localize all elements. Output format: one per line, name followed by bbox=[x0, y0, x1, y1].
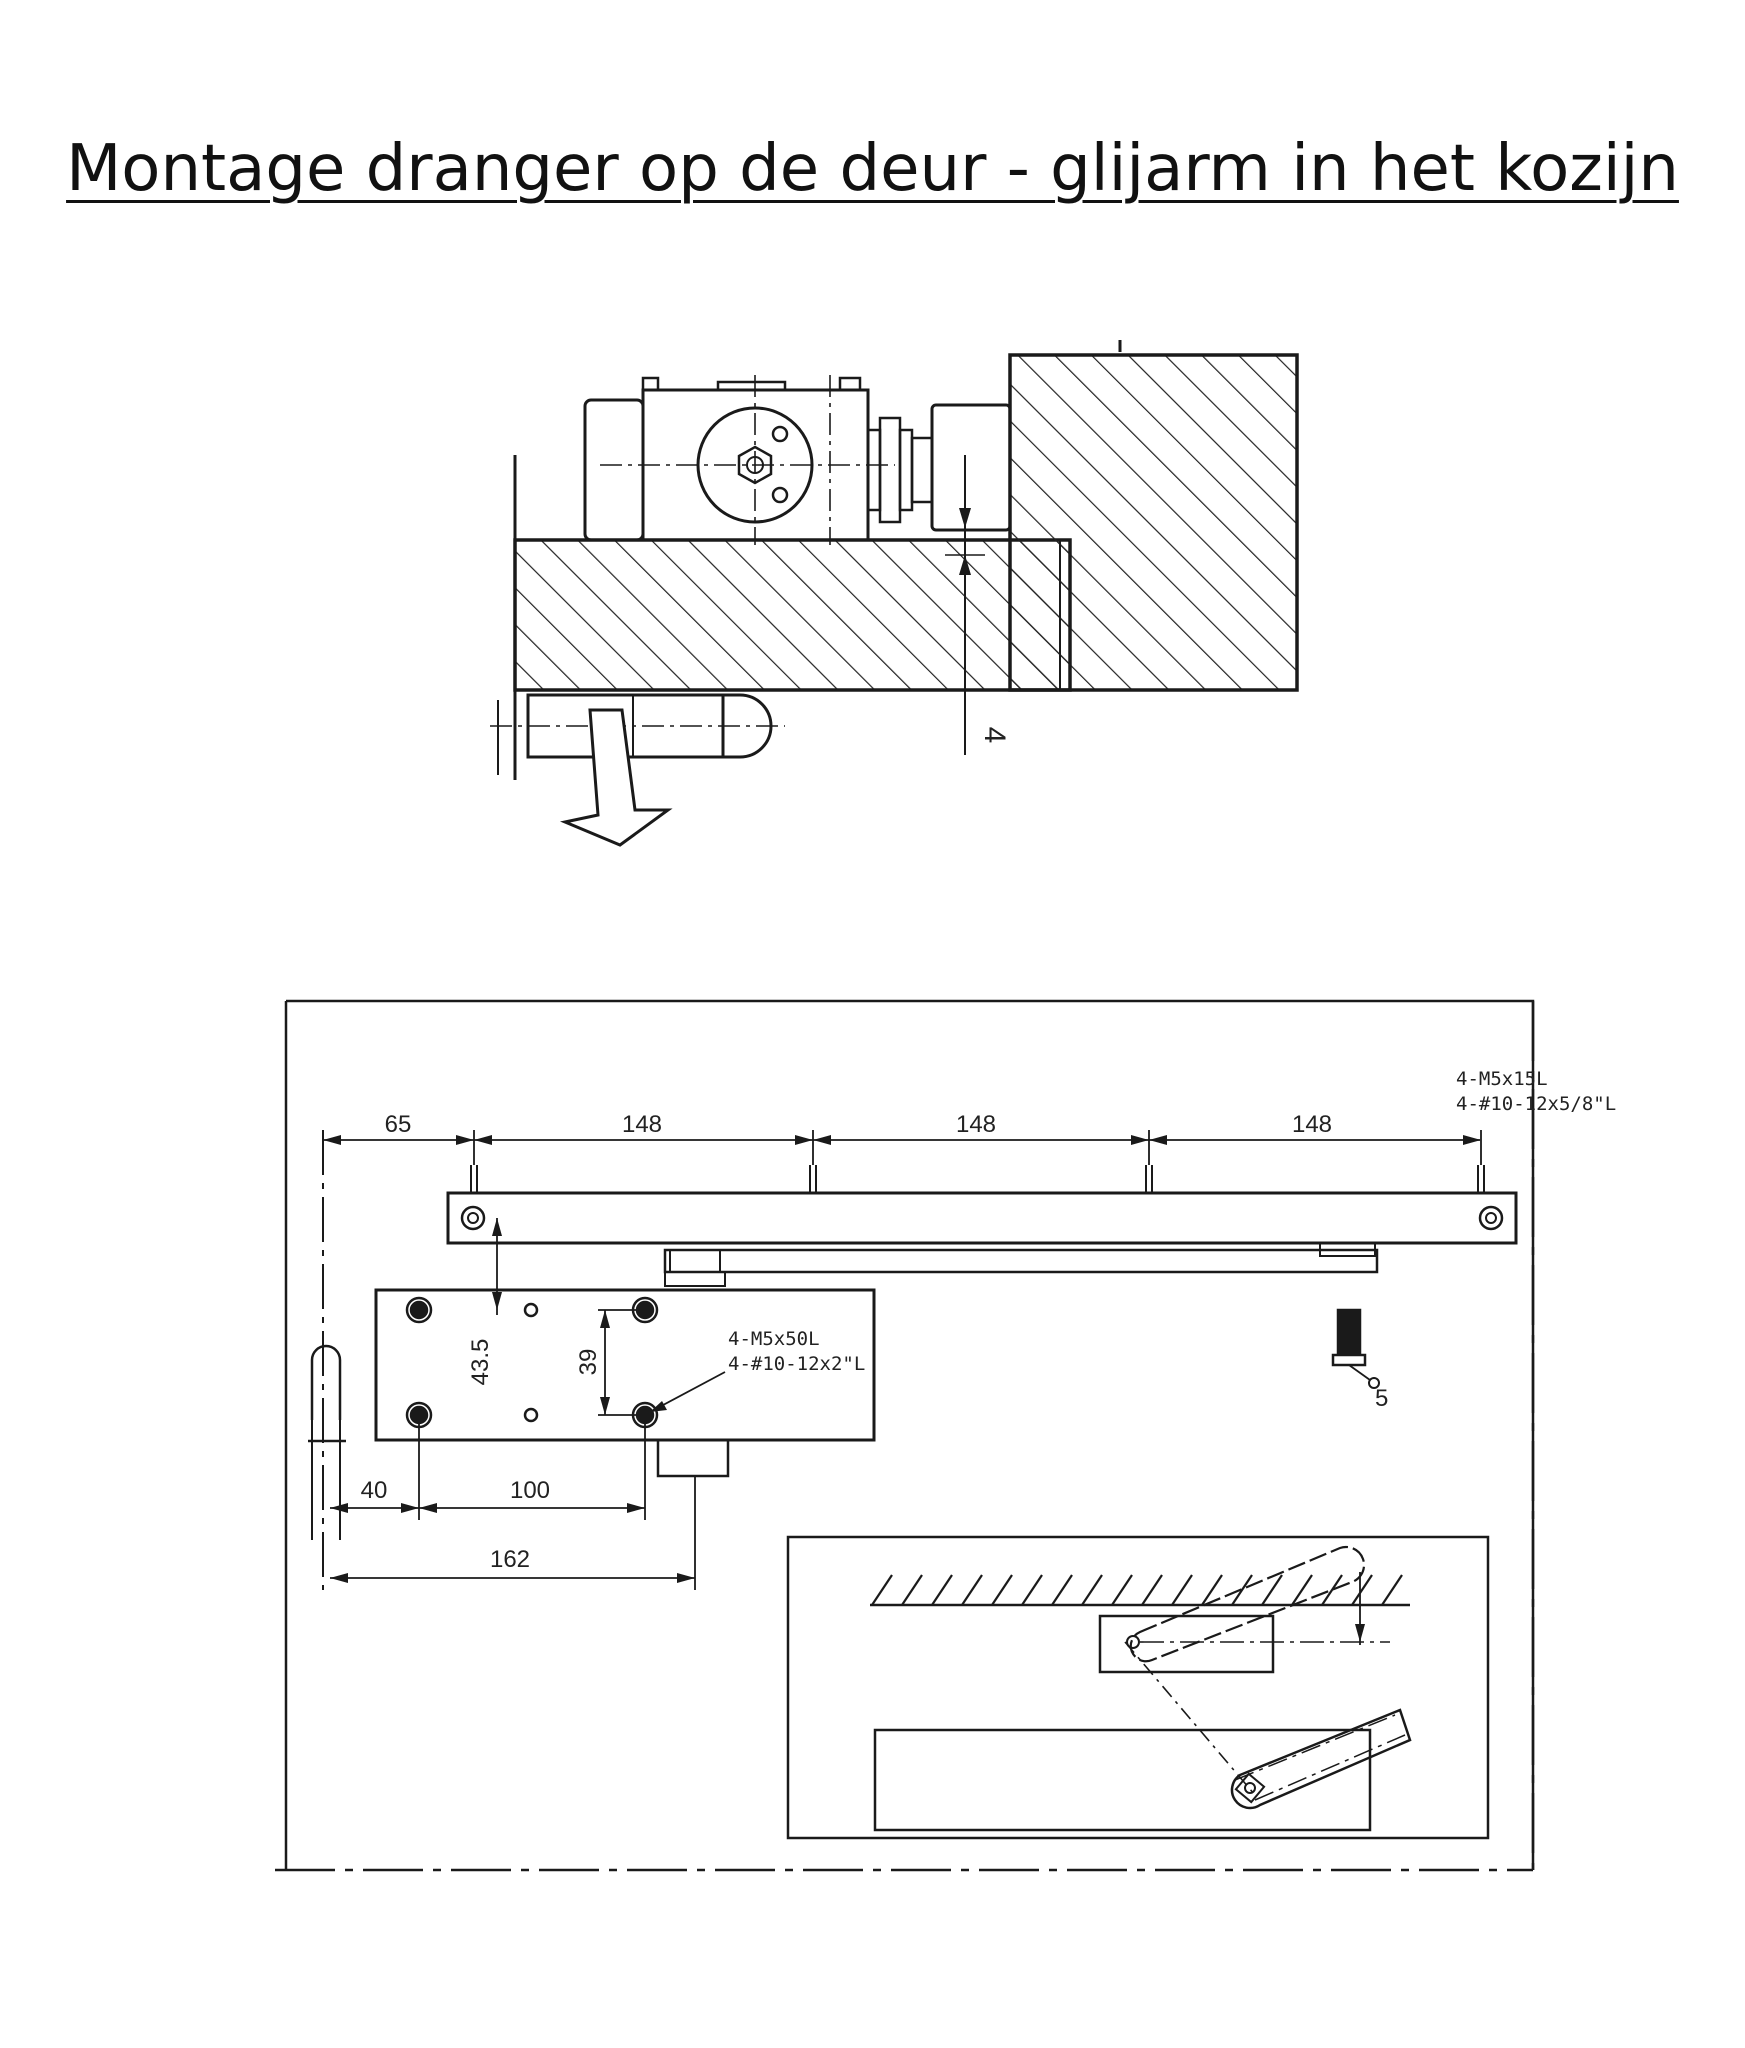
dim-148-c: 148 bbox=[1291, 1111, 1333, 1138]
mounting-hole bbox=[407, 1298, 657, 1427]
opening-direction-arrow bbox=[565, 710, 668, 845]
slide-shoe-top bbox=[932, 405, 1010, 530]
dim-148-a: 148 bbox=[621, 1111, 663, 1138]
part-number-label: 5 bbox=[1375, 1385, 1389, 1412]
rail-screws-note-2: 4-#10-12x5/8"L bbox=[1456, 1093, 1617, 1115]
detail-inset bbox=[788, 1537, 1488, 1838]
body-screws-note-2: 4-#10-12x2"L bbox=[728, 1353, 866, 1375]
dim-148-b: 148 bbox=[955, 1111, 997, 1138]
dim-39: 39 bbox=[575, 1348, 602, 1376]
vertical-dimensions bbox=[492, 1218, 640, 1415]
body-screws-note-1: 4-M5x50L bbox=[728, 1328, 820, 1350]
door-frame-section bbox=[1010, 355, 1297, 690]
closer-arm bbox=[665, 1243, 1377, 1286]
rail-screws-note-1: 4-M5x15L bbox=[1456, 1068, 1548, 1090]
dim-100: 100 bbox=[509, 1477, 551, 1504]
hinge-symbol bbox=[308, 1346, 346, 1540]
door-handle-top bbox=[490, 695, 785, 757]
dim-65: 65 bbox=[384, 1111, 412, 1138]
top-section-view bbox=[490, 340, 1297, 845]
page-title: Montage dranger op de deur - glijarm in het kozijn bbox=[66, 132, 1679, 206]
closer-body-front bbox=[376, 1290, 874, 1476]
shoe-screw bbox=[1333, 1310, 1379, 1388]
slide-rail bbox=[448, 1165, 1516, 1243]
gap-dimension-label: 4 bbox=[978, 726, 1011, 744]
dim-43-5: 43.5 bbox=[467, 1338, 494, 1386]
door-leaf-section bbox=[515, 540, 1070, 690]
dim-162: 162 bbox=[489, 1546, 531, 1573]
outer-frame-border bbox=[286, 1001, 1533, 1870]
closer-body-top bbox=[585, 375, 1010, 545]
dim-40: 40 bbox=[360, 1477, 388, 1504]
front-view bbox=[275, 1001, 1533, 1870]
